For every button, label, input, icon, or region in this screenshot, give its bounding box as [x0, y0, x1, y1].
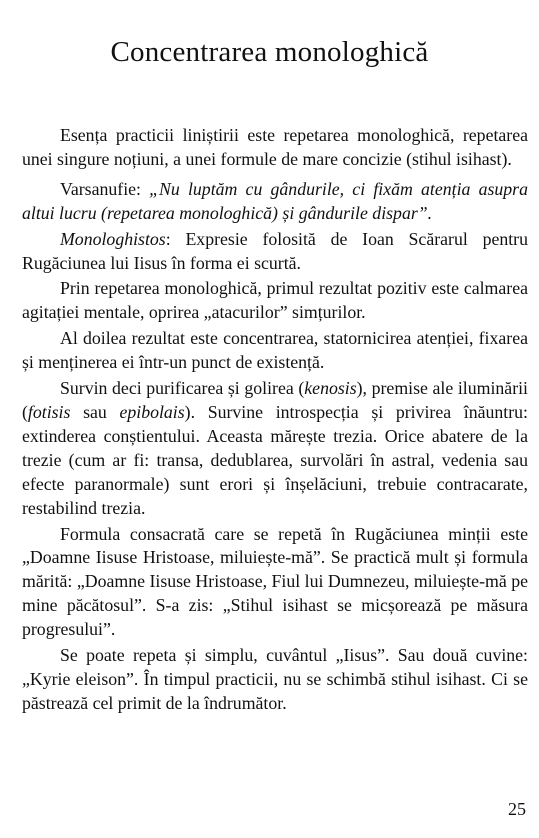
text-run: Varsanufie: [60, 178, 150, 199]
paragraph [22, 228, 528, 276]
text-run: : Expresie folosită de Ioan Scărarul pentru Rugăciunea lui Iisus în forma ei scurtă. [22, 228, 528, 273]
text-run: ), premise ale iluminării ( [22, 378, 528, 422]
paragraph [22, 644, 528, 716]
italic-text: fotisis [27, 401, 71, 422]
text-run: Al doilea rezultat este concentrarea, statornicirea atenției, fixarea și menținerea ei într-un punct de existență. [22, 328, 528, 373]
paragraph [22, 327, 528, 375]
text-run: Survin deci purificarea și golirea ( [60, 378, 305, 399]
paragraph [22, 523, 528, 643]
chapter-title: Concentrarea monologhică [110, 36, 429, 68]
paragraph [22, 124, 528, 172]
page-number: 25 [508, 799, 526, 819]
text-run: ). Survine introspecția și privirea înăuntru: extinderea conștientului. Aceasta mărește trezia. Orice abatere de la trezie (cum ar fi: transa, dedublarea, survolări în astral, vedenia sau efecte paranormale) sunt erori și înșelăciuni, trebuie contracarate, restabilind trezia. [22, 401, 529, 518]
body-text [22, 124, 528, 716]
paragraph [22, 277, 528, 325]
text-run: sau [70, 401, 120, 422]
text-run: Prin repetarea monologhică, primul rezultat pozitiv este calmarea agitației mentale, oprirea „atacurilor” simțurilor. [22, 278, 528, 323]
italic-text: kenosis [304, 378, 357, 399]
text-run: Formula consacrată care se repetă în Rugăciunea minții este „Doamne Iisuse Hristoase, miluiește-mă”. Se practică mult și formula mărită: „Doamne Iisuse Hristoase, Fiul lui Dumnezeu, miluiește-mă pe mine păcătosul”. S-a zis: „Stihul isihast se micșorează pe măsura progresului”. [22, 523, 528, 640]
text-run: Esența practicii liniștirii este repetarea monologhică, repetarea unei singure noțiuni, a unei formule de mare concizie (stihul isihast). [22, 125, 528, 169]
paragraph [22, 377, 528, 520]
paragraph [22, 178, 528, 226]
italic-text: Monologhistos [60, 228, 166, 249]
text-run: Se poate repeta și simplu, cuvântul „Iisus”. Sau două cuvine: „Kyrie eleison”. În timpul practicii, nu se schimbă stihul isihast. Ci se păstrează cel primit de la îndrumător. [22, 645, 528, 713]
italic-text: epibolais [119, 401, 185, 422]
italic-text: „Nu luptăm cu gândurile, ci fixăm atenția asupra altui lucru (repetarea monologhică) și gândurile dispar”. [22, 178, 528, 223]
